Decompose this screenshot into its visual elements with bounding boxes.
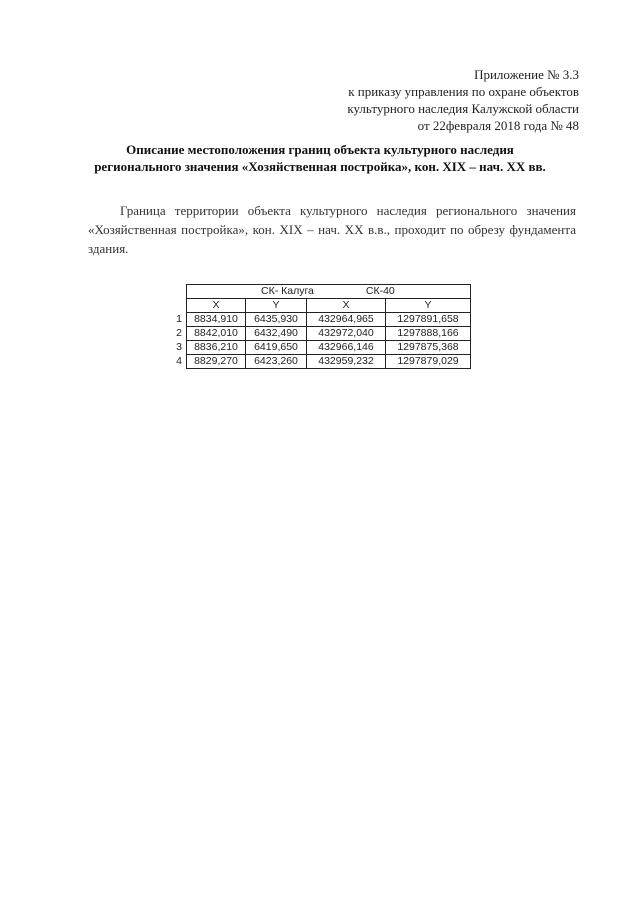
row-number: 1 bbox=[176, 313, 182, 325]
table-column-header-row bbox=[166, 299, 471, 313]
column-header-y1: Y bbox=[246, 299, 307, 313]
cell-x2: 432972,040 bbox=[307, 327, 386, 341]
cell-x2: 432959,232 bbox=[307, 355, 386, 369]
cell-y1: 6435,930 bbox=[246, 313, 307, 327]
cell-y2: 1297891,658 bbox=[386, 313, 471, 327]
coordinate-systems-header bbox=[187, 285, 471, 299]
cell-x1: 8829,270 bbox=[187, 355, 246, 369]
cell-y2: 1297888,166 bbox=[386, 327, 471, 341]
table-row bbox=[166, 355, 471, 369]
cell-y1: 6419,650 bbox=[246, 341, 307, 355]
column-header-x2: X bbox=[307, 299, 386, 313]
table-system-row bbox=[166, 285, 471, 299]
cell-x1: 8842,010 bbox=[187, 327, 246, 341]
coordinates-table bbox=[166, 284, 471, 369]
row-number: 4 bbox=[176, 355, 182, 367]
title-line-2: регионального значения «Хозяйственная постройка», кон. XIX – нач. XX вв. bbox=[94, 159, 546, 174]
system-label-kaluga: СК- Калуга bbox=[261, 285, 314, 297]
table-row bbox=[166, 341, 471, 355]
system-label-sk40: СК-40 bbox=[365, 285, 395, 297]
title-line-1: Описание местоположения границ объекта культурного наследия bbox=[126, 142, 514, 157]
cell-x1: 8836,210 bbox=[187, 341, 246, 355]
cell-y1: 6432,490 bbox=[246, 327, 307, 341]
column-header-x1: X bbox=[187, 299, 246, 313]
appendix-order-ref: к приказу управления по охране объектов bbox=[348, 84, 579, 99]
appendix-header bbox=[219, 66, 579, 134]
row-number: 3 bbox=[176, 341, 182, 353]
appendix-authority: культурного наследия Калужской области bbox=[347, 101, 579, 116]
table-row bbox=[166, 327, 471, 341]
column-header-y2: Y bbox=[386, 299, 471, 313]
cell-y2: 1297879,029 bbox=[386, 355, 471, 369]
appendix-date: от 22февраля 2018 года № 48 bbox=[417, 118, 579, 133]
document-title bbox=[60, 141, 580, 175]
cell-x2: 432966,146 bbox=[307, 341, 386, 355]
cell-y2: 1297875,368 bbox=[386, 341, 471, 355]
appendix-number: Приложение № 3.3 bbox=[474, 67, 579, 82]
cell-x2: 432964,965 bbox=[307, 313, 386, 327]
cell-y1: 6423,260 bbox=[246, 355, 307, 369]
row-number: 2 bbox=[176, 327, 182, 339]
boundary-description: Граница территории объекта культурного наследия регионального значения «Хозяйственная постройка», кон. XIX – нач. XX в.в., проходит по обрезу фундамента здания. bbox=[88, 203, 576, 256]
table-row bbox=[166, 313, 471, 327]
cell-x1: 8834,910 bbox=[187, 313, 246, 327]
